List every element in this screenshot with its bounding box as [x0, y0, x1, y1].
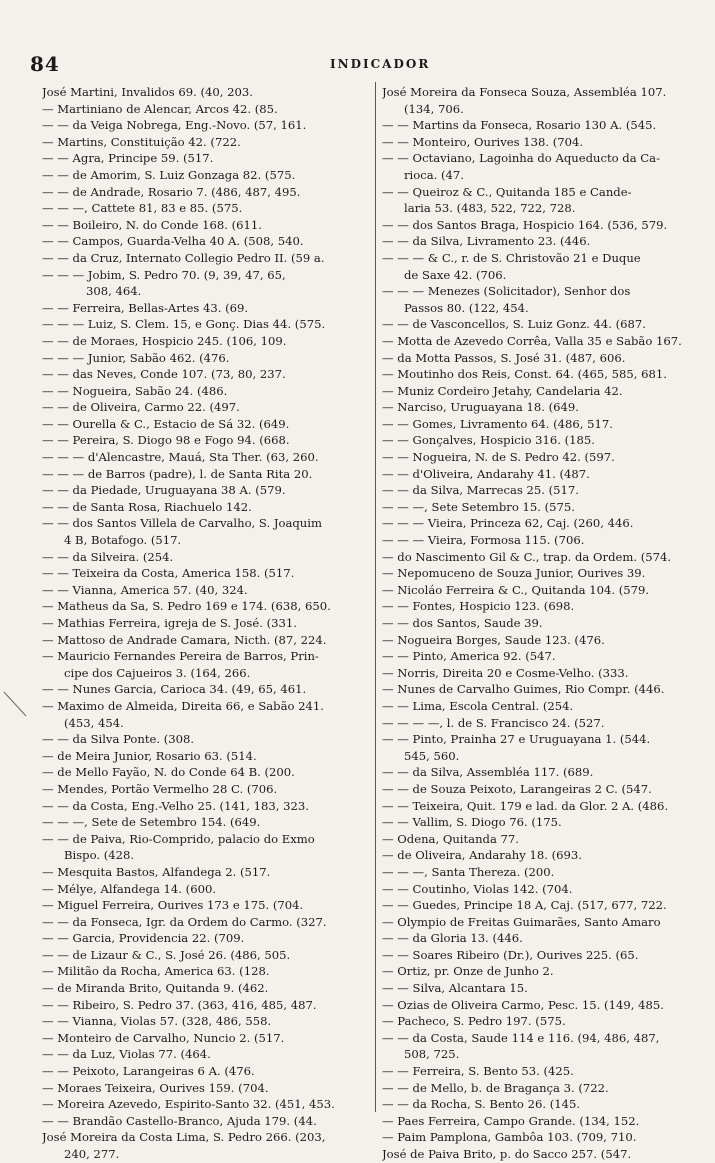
index-entry-line: — do Nascimento Gil & C., trap. da Ordem. (574.	[382, 549, 672, 564]
index-entry-line: — — Gonçalves, Hospicio 316. (185.	[382, 433, 595, 448]
index-entry-line: — — Vianna, Violas 57. (328, 486, 558.	[42, 1014, 272, 1029]
index-entry-line: — — da Luz, Violas 77. (464.	[42, 1047, 211, 1062]
index-entry-line: 240, 277.	[64, 1147, 120, 1161]
index-entry-line: — — — Jobim, S. Pedro 70. (9, 39, 47, 65,	[42, 267, 286, 282]
index-entry-line: Passos 80. (122, 454.	[404, 300, 529, 315]
index-entry-line: — — —, Sete de Setembro 154. (649.	[42, 815, 261, 830]
index-entry-line: — de Miranda Brito, Quitanda 9. (462.	[42, 981, 269, 996]
index-entry-line: — — Silva, Alcantara 15.	[382, 981, 528, 996]
index-entry-line: — Nepomuceno de Souza Junior, Ourives 39.	[382, 566, 646, 581]
index-entry-line: — Paes Ferreira, Campo Grande. (134, 152.	[382, 1113, 640, 1128]
index-entry-line: — — Guedes, Principe 18 A, Caj. (517, 677, 722.	[382, 898, 667, 913]
index-entry-line: — — — Vieira, Formosa 115. (706.	[382, 533, 585, 548]
index-entry-line: — de Meira Junior, Rosario 63. (514.	[42, 748, 257, 763]
index-entry-line: — — — Vieira, Princeza 62, Caj. (260, 446.	[382, 516, 634, 531]
index-entry-line: — Maximo de Almeida, Direita 66, e Sabão 241.	[42, 698, 324, 713]
index-entry-line: — — das Neves, Conde 107. (73, 80, 237.	[42, 367, 286, 382]
index-entry-line: cipe dos Cajueiros 3. (164, 266.	[64, 665, 251, 680]
index-entry-line: (453, 454.	[64, 715, 124, 730]
index-entry-line: — — da Costa, Eng.-Velho 25. (141, 183, 323.	[42, 798, 309, 813]
index-entry-line: — — Pereira, S. Diogo 98 e Fogo 94. (668.	[42, 433, 290, 448]
column-divider	[375, 82, 376, 1112]
index-entry-line: — Miguel Ferreira, Ourives 173 e 175. (704.	[42, 898, 304, 913]
index-entry-line: — Militão da Rocha, America 63. (128.	[42, 964, 270, 979]
index-entry-line: — — Vianna, America 57. (40, 324.	[42, 582, 248, 597]
index-entry-line: — — de Lizaur & C., S. José 26. (486, 505.	[42, 947, 291, 962]
index-entry-line: — — — Menezes (Solicitador), Senhor dos	[382, 284, 631, 299]
index-entry-line: — — — d'Alencastre, Mauá, Sta Ther. (63, 260.	[42, 450, 319, 465]
index-entry-line: — — da Silva Ponte. (308.	[42, 732, 195, 747]
index-entry-line: — — Nogueira, N. de S. Pedro 42. (597.	[382, 450, 615, 465]
index-entry-line: — — de Mello, b. de Bragança 3. (722.	[382, 1080, 609, 1095]
index-entry-line: — da Motta Passos, S. José 31. (487, 606.	[382, 350, 626, 365]
index-entry-line: — — da Silva, Assembléa 117. (689.	[382, 765, 594, 780]
index-entry-line: — — — & C., r. de S. Christovão 21 e Duque	[382, 250, 641, 265]
index-entry-line: — — Nunes Garcia, Carioca 34. (49, 65, 461.	[42, 682, 307, 697]
page-number: 84	[30, 52, 60, 76]
index-entry-line: — — de Oliveira, Carmo 22. (497.	[42, 400, 240, 415]
index-entry-line: — — Ribeiro, S. Pedro 37. (363, 416, 485, 487.	[42, 997, 317, 1012]
index-entry-line: José de Paiva Brito, p. do Sacco 257. (547.	[382, 1147, 632, 1161]
index-entry-line: — — de Moraes, Hospicio 245. (106, 109.	[42, 333, 287, 348]
index-entry-line: — Mauricio Fernandes Pereira de Barros, Prin-	[42, 649, 319, 664]
index-entry-line: José Martini, Invalidos 69. (40, 203.	[42, 85, 253, 99]
index-entry-line: — — da Fonseca, Igr. da Ordem do Carmo. (327.	[42, 914, 327, 929]
index-entry-line: — Narciso, Uruguayana 18. (649.	[382, 400, 579, 415]
index-entry-line: — — Queiroz & C., Quitanda 185 e Cande-	[382, 184, 632, 199]
index-entry-line: — — — Luiz, S. Clem. 15, e Gonç. Dias 44. (575.	[42, 317, 326, 332]
index-entry-line: (134, 706.	[404, 101, 464, 116]
index-entry-line: — Motta de Azevedo Corrêa, Valla 35 e Sabão 167.	[382, 333, 682, 348]
index-entry-line: — — da Gloria 13. (446.	[382, 931, 523, 946]
index-entry-line: — — da Costa, Saude 114 e 116. (94, 486, 487,	[382, 1030, 660, 1045]
index-entry-line: José Moreira da Costa Lima, S. Pedro 266. (203,	[42, 1130, 326, 1145]
index-entry-line: de Saxe 42. (706.	[404, 267, 507, 282]
index-entry-line: — — —, Santa Thereza. (200.	[382, 864, 555, 879]
index-entry-line: — Moraes Teixeira, Ourives 159. (704.	[42, 1080, 269, 1095]
index-entry-line: — Monteiro de Carvalho, Nuncio 2. (517.	[42, 1030, 285, 1045]
index-entry-line: — — de Souza Peixoto, Larangeiras 2 C. (547.	[382, 781, 652, 796]
index-entry-line: — — Agra, Principe 59. (517.	[42, 151, 214, 166]
index-entry-line: — — da Rocha, S. Bento 26. (145.	[382, 1097, 581, 1112]
index-entry-line: — Ortiz, pr. Onze de Junho 2.	[382, 964, 554, 979]
index-entry-line: — — Ferreira, S. Bento 53. (425.	[382, 1064, 574, 1079]
index-entry-line: — — Peixoto, Larangeiras 6 A. (476.	[42, 1064, 255, 1079]
index-entry-line: — — dos Santos Villela de Carvalho, S. Joaquim	[42, 516, 322, 531]
index-entry-line: — Muniz Cordeiro Jetahy, Candelaria 42.	[382, 383, 623, 398]
index-entry-line: — Matheus da Sa, S. Pedro 169 e 174. (638, 650.	[42, 599, 331, 614]
index-entry-line: — — Gomes, Livramento 64. (486, 517.	[382, 416, 613, 431]
index-entry-line: — — de Paiva, Rio-Comprido, palacio do Exmo	[42, 831, 315, 846]
index-entry-line: 545, 560.	[404, 748, 460, 763]
index-entry-line: — Mathias Ferreira, igreja de S. José. (331.	[42, 616, 297, 630]
index-entry-line: — Mendes, Portão Vermelho 28 C. (706.	[42, 781, 278, 796]
index-entry-line: — — Soares Ribeiro (Dr.), Ourives 225. (65.	[382, 947, 639, 962]
index-entry-line: 308, 464.	[86, 284, 142, 299]
index-entry-line: — — da Silva, Livramento 23. (446.	[382, 234, 591, 249]
index-entry-line: — — da Veiga Nobrega, Eng.-Novo. (57, 161.	[42, 118, 307, 133]
pencil-stroke-mark	[2, 690, 42, 720]
index-entry-line: — — Brandão Castello-Branco, Ajuda 179. (44.	[42, 1113, 317, 1128]
index-entry-line: — — de Vasconcellos, S. Luiz Gonz. 44. (687.	[382, 317, 646, 332]
index-entry-line: — Moreira Azevedo, Espirito-Santo 32. (451, 453.	[42, 1097, 335, 1112]
index-entry-line: — — da Piedade, Uruguayana 38 A. (579.	[42, 483, 286, 498]
index-entry-line: José Moreira da Fonseca Souza, Assembléa 107.	[382, 85, 667, 99]
index-entry-line: 4 B, Botafogo. (517.	[64, 533, 182, 548]
index-entry-line: — Nunes de Carvalho Guimes, Rio Compr. (446.	[382, 682, 665, 697]
index-entry-line: — — dos Santos Braga, Hospicio 164. (536, 579.	[382, 217, 668, 232]
index-entry-line: — Odena, Quitanda 77.	[382, 831, 519, 846]
page-header	[30, 52, 710, 78]
index-entry-line: — — d'Oliveira, Andarahy 41. (487.	[382, 466, 590, 481]
index-entry-line: — — de Santa Rosa, Riachuelo 142.	[42, 499, 252, 514]
index-entry-line: — de Mello Fayão, N. do Conde 64 B. (200.	[42, 765, 295, 780]
index-entry-line: rioca. (47.	[404, 167, 464, 182]
index-entry-line: — — da Silveira. (254.	[42, 549, 174, 564]
running-head: INDICADOR	[330, 57, 431, 71]
index-entry-line: — — Campos, Guarda-Velha 40 A. (508, 540.	[42, 234, 304, 249]
index-entry-line: — Nogueira Borges, Saude 123. (476.	[382, 632, 605, 647]
index-entry-line: — — Ourella & C., Estacio de Sá 32. (649.	[42, 416, 290, 431]
index-entry-line: — Moutinho dos Reis, Const. 64. (465, 585, 681.	[382, 367, 667, 382]
index-entry-line: — Martins, Constituição 42. (722.	[42, 134, 241, 149]
index-entry-line: — — Vallim, S. Diogo 76. (175.	[382, 815, 562, 830]
index-entry-line: — — —, Sete Setembro 15. (575.	[382, 499, 575, 514]
index-entry-line: — — — de Barros (padre), l. de Santa Rita 20.	[42, 466, 313, 481]
index-entry-line: — — Ferreira, Bellas-Artes 43. (69.	[42, 300, 249, 315]
index-entry-line: — — Garcia, Providencia 22. (709.	[42, 931, 245, 946]
index-entry-line: — — Octaviano, Lagoinha do Aqueducto da Ca-	[382, 151, 661, 166]
index-entry-line: — — Martins da Fonseca, Rosario 130 A. (545.	[382, 118, 657, 133]
index-entry-line: laria 53. (483, 522, 722, 728.	[404, 201, 576, 216]
left-column	[42, 84, 372, 1163]
index-entry-line: — de Oliveira, Andarahy 18. (693.	[382, 848, 582, 863]
index-entry-line: — — — Junior, Sabão 462. (476.	[42, 350, 230, 365]
index-entry-line: — Pacheco, S. Pedro 197. (575.	[382, 1014, 566, 1029]
index-entry-line: — — Monteiro, Ourives 138. (704.	[382, 134, 584, 149]
index-entry-line: 508, 725.	[404, 1047, 460, 1062]
index-entry-line: — Nicoláo Ferreira & C., Quitanda 104. (579.	[382, 582, 650, 597]
right-column	[382, 84, 708, 1163]
index-entry-line: — Paim Pamplona, Gambôa 103. (709, 710.	[382, 1130, 637, 1145]
index-entry-line: — — da Cruz, Internato Collegio Pedro II. (59 a.	[42, 250, 325, 265]
index-entry-line: — Olympio de Freitas Guimarães, Santo Amaro	[382, 914, 661, 929]
index-entry-line: — — Coutinho, Violas 142. (704.	[382, 881, 573, 896]
index-entry-line: — — da Silva, Marrecas 25. (517.	[382, 483, 579, 498]
index-entry-line: — Norris, Direita 20 e Cosme-Velho. (333.	[382, 665, 629, 680]
index-entry-line: — — de Andrade, Rosario 7. (486, 487, 495.	[42, 184, 301, 199]
index-entry-line: — — — —, l. de S. Francisco 24. (527.	[382, 715, 605, 730]
index-entry-line: — — Pinto, America 92. (547.	[382, 649, 556, 664]
index-entry-line: — — Teixeira da Costa, America 158. (517.	[42, 566, 295, 581]
index-entry-line: — — Teixeira, Quit. 179 e lad. da Glor. 2 A. (486.	[382, 798, 669, 813]
index-entry-line: — — Boileiro, N. do Conde 168. (611.	[42, 217, 262, 232]
index-entry-line: — — Fontes, Hospicio 123. (698.	[382, 599, 575, 614]
index-entry-line: — Ozias de Oliveira Carmo, Pesc. 15. (149, 485.	[382, 997, 664, 1012]
index-entry-line: — Mesquita Bastos, Alfandega 2. (517.	[42, 864, 271, 879]
index-entry-line: — Mélye, Alfandega 14. (600.	[42, 881, 217, 896]
index-entry-line: — — Lima, Escola Central. (254.	[382, 698, 574, 713]
index-entry-line: Bispo. (428.	[64, 848, 135, 863]
index-entry-line: — — dos Santos, Saude 39.	[382, 616, 543, 630]
index-entry-line: — — Nogueira, Sabão 24. (486.	[42, 383, 228, 398]
index-entry-line: — Martiniano de Alencar, Arcos 42. (85.	[42, 101, 278, 116]
index-entry-line: — Mattoso de Andrade Camara, Nicth. (87, 224.	[42, 632, 327, 647]
index-entry-line: — — de Amorim, S. Luiz Gonzaga 82. (575.	[42, 167, 296, 182]
index-entry-line: — — —, Cattete 81, 83 e 85. (575.	[42, 201, 243, 216]
index-entry-line: — — Pinto, Prainha 27 e Uruguayana 1. (544.	[382, 732, 651, 747]
